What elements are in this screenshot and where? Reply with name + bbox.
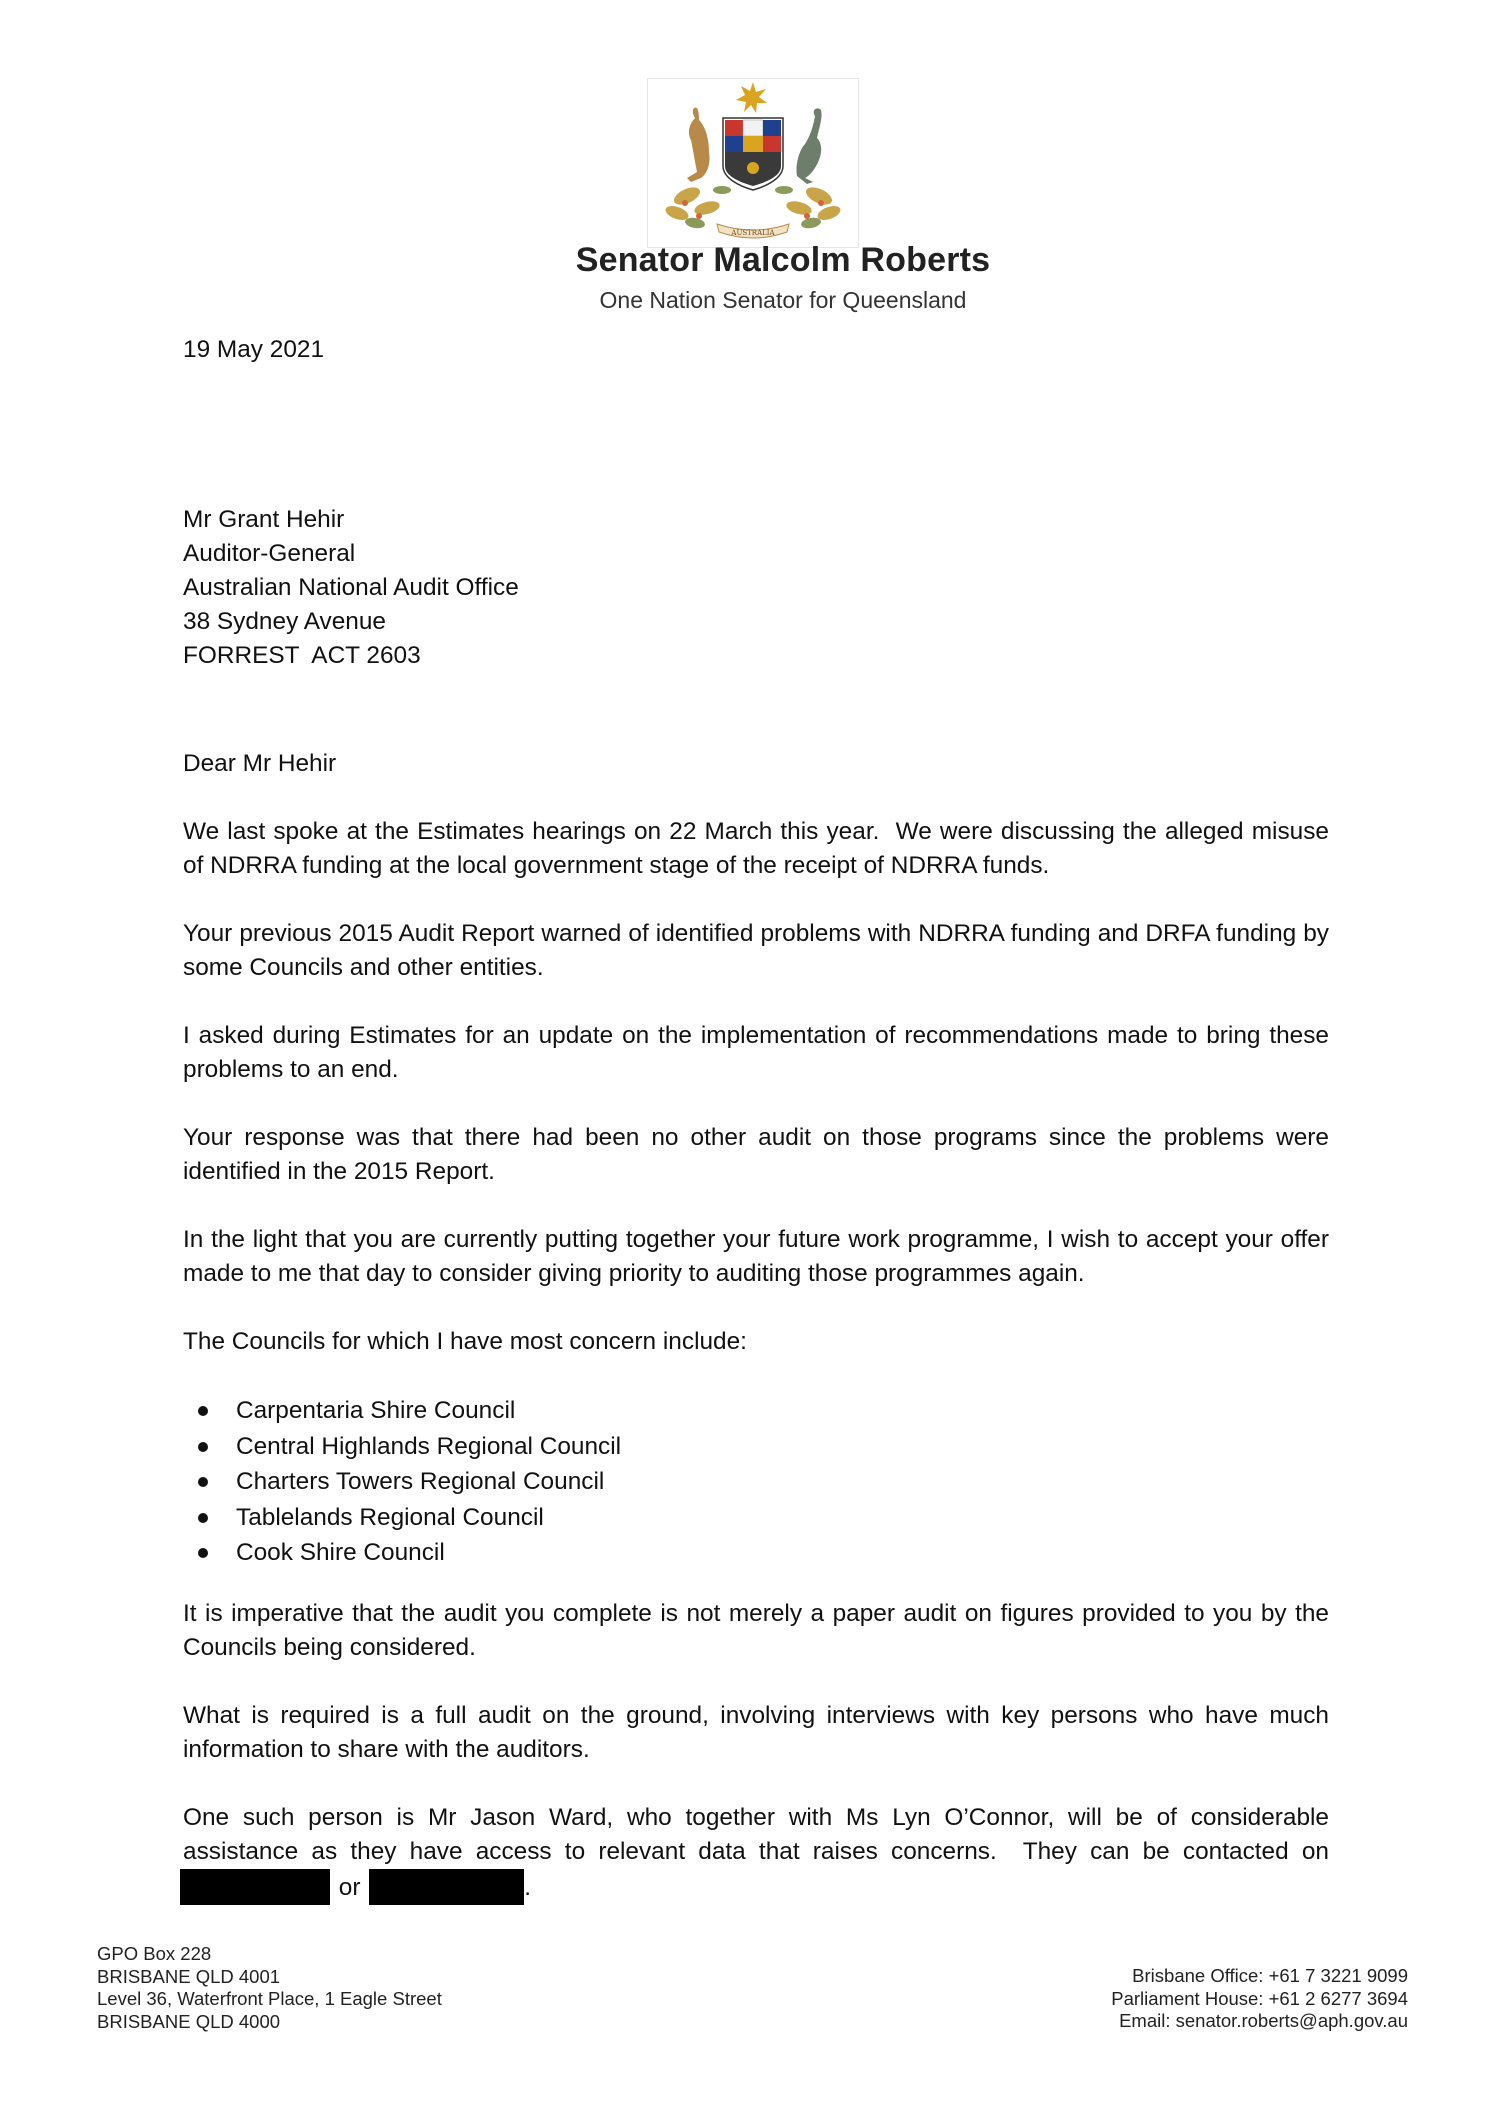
crest-scroll-text: AUSTRALIA xyxy=(731,229,775,237)
footer-line: GPO Box 228 xyxy=(97,1943,212,1964)
list-item xyxy=(183,1429,1329,1465)
council-name: Tablelands Regional Council xyxy=(236,1503,544,1531)
paragraph-councils-intro: The Councils for which I have most concern include: xyxy=(183,1328,747,1355)
footer-postal-address xyxy=(97,1943,442,2033)
footer-line: Parliament House: +61 2 6277 3694 xyxy=(1111,1987,1408,2009)
letter-date: 19 May 2021 xyxy=(183,336,325,363)
footer-contact-details xyxy=(1111,1965,1408,2033)
recipient-title: Auditor-General xyxy=(183,540,356,567)
footer-line: Brisbane Office: +61 7 3221 9099 xyxy=(1132,1965,1408,1986)
recipient-organisation: Australian National Audit Office xyxy=(183,574,519,601)
list-item xyxy=(183,1393,1329,1429)
council-name: Central Highlands Regional Council xyxy=(236,1432,622,1460)
recipient-name: Mr Grant Hehir xyxy=(183,506,345,533)
paragraph-contacts-text: One such person is Mr Jason Ward, who together with Ms Lyn O’Connor, will be of considerable assistance as they have access to relevant data that raises concerns. They can be contacted on xyxy=(183,1804,1336,1865)
paragraph-estimates-hearing: We last spoke at the Estimates hearings on 22 March this year. We were discussing the alleged misuse of NDRRA funding at the local government stage of the receipt of NDRRA funds. xyxy=(183,818,1336,879)
bullet-icon xyxy=(198,1442,208,1452)
council-name: Charters Towers Regional Council xyxy=(236,1468,605,1495)
list-item xyxy=(183,1500,1329,1536)
list-item xyxy=(183,1464,1329,1500)
paragraph-paper-audit: It is imperative that the audit you complete is not merely a paper audit on figures provided to you by the Councils being considered. xyxy=(183,1600,1329,1661)
council-name: Carpentaria Shire Council xyxy=(236,1397,516,1424)
bullet-icon xyxy=(198,1513,208,1523)
list-item xyxy=(183,1535,1329,1571)
footer-line: BRISBANE QLD 4000 xyxy=(97,2010,281,2032)
contact-line xyxy=(183,1869,1329,1905)
footer-line: BRISBANE QLD 4001 xyxy=(97,1965,281,1987)
bullet-icon xyxy=(198,1406,208,1416)
bullet-icon xyxy=(198,1477,208,1487)
bullet-icon xyxy=(198,1548,208,1558)
coat-of-arms-logo xyxy=(647,78,859,248)
paragraph-full-audit: What is required is a full audit on the ground, involving interviews with key persons who have much information to share with the auditors. xyxy=(183,1702,1329,1763)
senator-subtitle: One Nation Senator for Queensland xyxy=(599,287,967,313)
paragraph-contacts xyxy=(183,1801,1336,1905)
council-name: Cook Shire Council xyxy=(236,1539,445,1566)
recipient-city: FORREST ACT 2603 xyxy=(183,642,421,669)
redacted-contact-box xyxy=(180,1869,330,1905)
footer-line: Level 36, Waterfront Place, 1 Eagle Street xyxy=(97,1988,442,2009)
councils-list xyxy=(183,1393,1329,1571)
contact-period: . xyxy=(524,1874,532,1901)
contact-or-text: or xyxy=(338,1874,361,1901)
paragraph-work-programme: In the light that you are currently putting together your future work programme, I wish to accept your offer made to me that day to consider giving priority to auditing those programmes again. xyxy=(183,1226,1329,1287)
paragraph-update-request: I asked during Estimates for an update on the implementation of recommendations made to bring these problems to an end. xyxy=(183,1022,1329,1083)
paragraph-2015-audit-report: Your previous 2015 Audit Report warned of identified problems with NDRRA funding and DRFA funding by some Councils and other entities. xyxy=(183,920,1329,981)
recipient-address-block xyxy=(183,503,1329,673)
senator-name-heading: Senator Malcolm Roberts xyxy=(575,241,991,279)
recipient-street: 38 Sydney Avenue xyxy=(183,608,386,635)
redacted-contact-box xyxy=(369,1869,524,1905)
footer-email: Email: senator.roberts@aph.gov.au xyxy=(1119,2010,1408,2031)
paragraph-response: Your response was that there had been no other audit on those programs since the problems were identified in the 2015 Report. xyxy=(183,1124,1329,1185)
salutation: Dear Mr Hehir xyxy=(183,750,337,777)
